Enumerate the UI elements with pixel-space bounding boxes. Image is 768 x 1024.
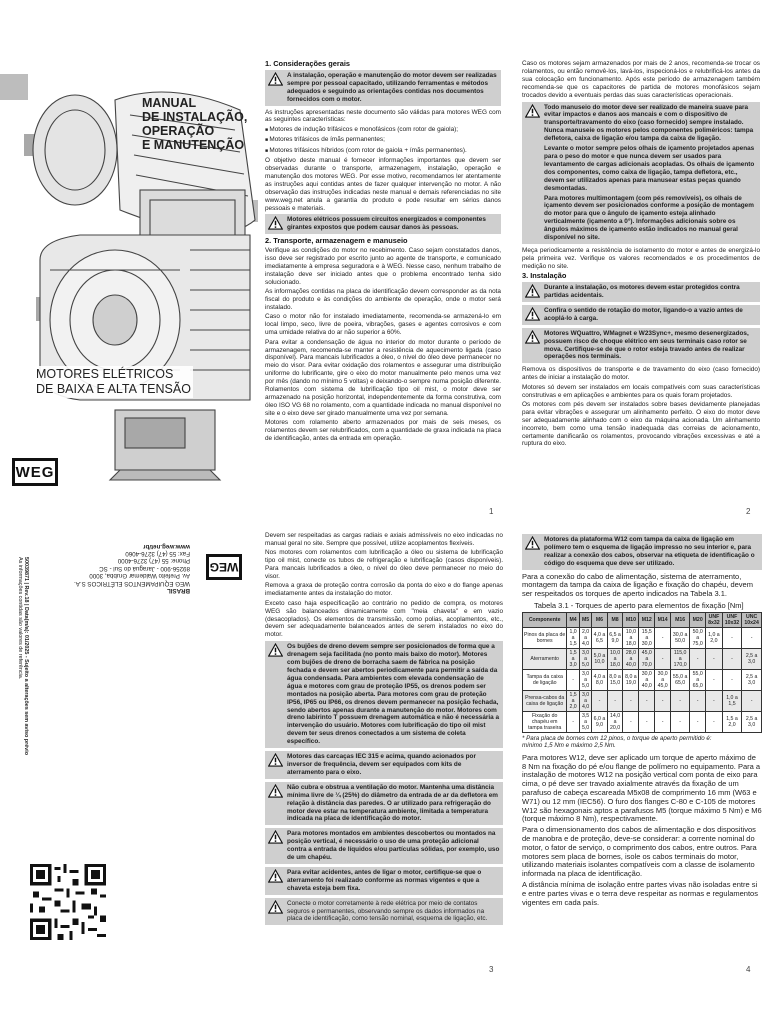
table-cell: 3,0 a 4,0: [579, 691, 591, 712]
paragraph: Verifique as condições do motor no recebimento. Caso sejam constatados danos, isso deve ser registrado por escrito junto ao agente de transporte, e comunicado imediatamente à empresa seguradora e à WEG. Nesse caso, nenhum trabalho de instalação deve ser iniciado antes que o problema encontrado tenha sido solucionado.: [265, 247, 501, 286]
table-row-label: Tampa da caixa de ligação: [523, 670, 567, 691]
table-cell: 1,5 a 2,0: [722, 712, 742, 733]
table-cell: 30,0 a 50,0: [671, 628, 690, 649]
warning-icon: [268, 753, 283, 767]
warning-box: [265, 641, 503, 748]
back-cover-address: [10, 528, 250, 678]
cover-subtitle-line: DE BAIXA E ALTA TENSÃO: [36, 382, 191, 396]
table-header-cell: M4: [567, 613, 579, 628]
warning-box: [522, 328, 760, 364]
country-label: BRASIL: [166, 587, 190, 594]
warning-icon: [525, 536, 540, 550]
table-cell: 15,5 a 30,0: [639, 628, 655, 649]
table-cell: 55,0 a 65,0: [690, 670, 706, 691]
table-cell: 1,0 a 1,5: [722, 691, 742, 712]
warning-text: Para motores multimontagem (com pés removíveis), os olhais de içamento devem ser posicionados conforme a posição de montagem do motor para que o ângulo de içamento esteja alinhado verticalmente (içamento a 0°). Informações adicionais sobre os ângulos máximos de içamento estão indicados no manual geral disponível no site.: [544, 194, 754, 242]
paragraph: Para evitar a condensação de água no interior do motor durante o período de armazenagem, recomenda-se manter a resistência de aquecimento ligada (caso disponível). Para mancais lubrificados a óleo, o nível do óleo deve permanecer no meio do visor. Para evitar oxidação dos rolamentos e assegurar uma distribuição uniforme do lubrificante, gire o eixo do motor manualmente pelo menos uma vez por mês (dando no mínimo 5 voltas) e deixando-o sempre numa posição diferente. Rolamentos com sistema de lubrificação tipo oil mist, o motor deve ser armazenado na posição horizontal, independentemente da forma construtiva, com óleo ISO VG 68 no rolamento, com a quantidade indicada no manual disponível no site e o eixo deve ser girado manualmente uma vez por semana.: [265, 338, 501, 417]
table-header-cell: M6: [592, 613, 607, 628]
page-2: [520, 60, 762, 520]
table-header-cell: M12: [639, 613, 655, 628]
warning-box: [522, 102, 760, 244]
document-code-line: 50039871 | Rev.18 | Data(m/a): 01/2025 - Sujeito a alterações sem aviso prévio: [23, 557, 29, 755]
table-cell: -: [706, 712, 723, 733]
table-row: [523, 628, 762, 649]
cover-page: [0, 60, 258, 515]
table-cell: 30,0 a 45,0: [655, 670, 671, 691]
document-code: [11, 557, 29, 777]
table-cell: -: [592, 691, 607, 712]
warning-icon: [268, 830, 283, 844]
manual-title-line: DE INSTALAÇÃO,: [142, 110, 248, 124]
table-header-cell: UNC 10x24: [742, 613, 762, 628]
table-cell: -: [706, 649, 723, 670]
warning-text: Durante a instalação, os motores devem estar protegidos contra partidas acidentais.: [544, 284, 740, 299]
back-weg-logo: [206, 554, 242, 580]
warning-icon: [525, 330, 540, 344]
warning-text: Motores elétricos possuem circuitos energizados e componentes girantes expostos que podem causar danos às pessoas.: [287, 216, 486, 232]
table-cell: -: [722, 670, 742, 691]
warning-text: Para evitar acidentes, antes de ligar o motor, certifique-se que o aterramento foi realizado conforme as normas vigentes e que a chaveta esteja bem fixa.: [287, 868, 482, 892]
website-link[interactable]: www.weg.net/br: [143, 542, 190, 550]
table-row-label: Pinos da placa de bornes: [523, 628, 567, 649]
table-cell: 30,0 a 40,0: [639, 670, 655, 691]
warning-text: Motores WQuattro, WMagnet e W23Sync+, mesmo desenergizados, possuem risco de choque elétrico em seus terminais caso rotor se mova. Certifique-se de que o rotor esteja travado antes de realizar operações nos terminais.: [544, 329, 749, 361]
table-cell: -: [690, 649, 706, 670]
table-cell: -: [742, 628, 762, 649]
paragraph: Devem ser respeitadas as cargas radiais e axiais admissíveis no eixo indicadas no manual geral no site. Sempre que possível, utilize acoplamentos flexíveis.: [265, 532, 503, 547]
paragraph: Motores só devem ser instalados em locais compatíveis com suas características construtivas e em aplicações e ambientes para os quais foram projetados.: [522, 383, 760, 399]
table-cell: 1,5 a 2,0: [567, 691, 579, 712]
warning-box: [265, 751, 503, 779]
manual-title: [142, 96, 247, 152]
cover-subtitle: [34, 366, 193, 398]
paragraph: Caso o motor não for instalado imediatamente, recomenda-se armazená-lo em local limpo, seco, livre de poeira, vibrações, gases e agentes corrosivos e com uma umidade relativa do ar não superior a 60%.: [265, 313, 501, 337]
paragraph: Exceto caso haja especificação ao contrário no pedido de compra, os motores WEG são balanceados dinamicamente com "meia chaveta" e em vazio (desacoplados). Os elementos de transmissão, como polias, acoplamentos, etc., devem ser adequadamente balanceados antes de serem instalados no eixo do motor.: [265, 599, 503, 639]
warning-box: [265, 70, 501, 106]
table-header-row: [523, 613, 762, 628]
table-cell: -: [623, 691, 639, 712]
table-header-cell: Componente: [523, 613, 567, 628]
warning-text: Motores da plataforma W12 com tampa da caixa de ligação em polímero tem o esquema de ligação impresso no seu interior e, para realizar a conexão dos cabos, observar na etiqueta de identificação o código do esquema que deve ser utilizado.: [544, 536, 755, 567]
table-cell: -: [567, 670, 579, 691]
bullet-item: ■ Motores trifásicos de ímãs permanentes;: [265, 136, 501, 145]
table-cell: -: [623, 712, 639, 733]
table-cell: 3,0 a 5,0: [579, 649, 591, 670]
page-4: [520, 532, 764, 992]
manual-title-line: E MANUTENÇÃO: [142, 138, 245, 152]
table-cell: 55,0 a 65,0: [671, 670, 690, 691]
table-cell: -: [706, 670, 723, 691]
phone-number: Phone: 55 (47) 3276-4000: [117, 557, 190, 565]
table-caption: Tabela 3.1 - Torques de aperto para elementos de fixação [Nm]: [534, 601, 744, 611]
table-note: mínimo 1,5 Nm e máximo 2,5 Nm.: [522, 742, 616, 750]
contact-block: [40, 542, 190, 594]
table-header-cell: M8: [607, 613, 623, 628]
bullet-item: ■ Motores trifásicos híbridos (com rotor de gaiola + ímãs permanentes).: [265, 147, 501, 156]
warning-text: Para motores montados em ambientes descobertos ou montados na posição vertical, é necessário o uso de uma proteção adicional contra a entrada de líquidos e/ou partículas sólidas, por exemplo, uso de um chapéu.: [287, 830, 500, 862]
table-cell: 115,0 a 170,0: [671, 649, 690, 670]
table-cell: -: [722, 628, 742, 649]
table-cell: 4,0 a 8,0: [592, 670, 607, 691]
table-cell: -: [671, 712, 690, 733]
fax-number: Fax: 55 (47) 3276-4060: [125, 549, 190, 557]
table-header-cell: M16: [671, 613, 690, 628]
warning-icon: [268, 643, 283, 657]
table-cell: -: [722, 649, 742, 670]
table-cell: 5,0 a 10,0: [592, 649, 607, 670]
table-cell: -: [742, 691, 762, 712]
table-cell: 8,0 a 19,0: [623, 670, 639, 691]
warning-box: [265, 898, 503, 926]
paragraph: Para a conexão do cabo de alimentação, sistema de aterramento, montagem da tampa da caixa de ligação e fixação do chapéu, devem ser respeitados os torques de aperto indicados na Tabela 3.1.: [522, 571, 753, 599]
table-cell: 10,0 a 18,0: [623, 628, 639, 649]
page-1: [263, 60, 503, 520]
warning-icon: [525, 104, 540, 118]
table-cell: 45,0 a 70,0: [639, 649, 655, 670]
warning-text: Levante o motor sempre pelos olhais de içamento projetados apenas para o peso do motor e que nunca devem ser usados para levantamento de cargas adicionais acopladas. Os olhais de içamento dos componentes, como caixa de ligação, tampa defletora, etc., devem ser utilizados apenas para manusear estas peças quando desmontadas.: [544, 145, 755, 192]
table-cell: -: [706, 691, 723, 712]
paragraph: A distância mínima de isolação entre partes vivas não isoladas entre si e entre partes vivas e o terra deve respeitar as normas e regulamentos vigentes em cada país.: [522, 879, 758, 907]
table-cell: 14,0 a 20,0: [607, 712, 623, 733]
warning-box: [265, 828, 503, 864]
paragraph: As informações contidas na placa de identificação devem corresponder as da nota fiscal do produto e às condições do ambiente de operação, onde o motor será instalado.: [265, 288, 501, 311]
warning-box: [265, 782, 503, 826]
paragraph: Remova os dispositivos de transporte e de travamento do eixo (caso fornecido) antes de iniciar a instalação do motor.: [522, 366, 760, 382]
page-number: 3: [489, 965, 494, 974]
warning-icon: [268, 784, 283, 798]
warning-icon: [268, 216, 283, 230]
company-name: WEG EQUIPAMENTOS ELÉTRICOS S.A.: [74, 579, 190, 587]
table-header-cell: M20: [690, 613, 706, 628]
weg-logo: [12, 458, 58, 486]
paragraph: Para motores W12, deve ser aplicado um torque de aperto máximo de 8 Nm na fixação do pé e/ou flange de polímero no equipamento. Para a instalação de motores W12 na posição vertical com ponta de eixo para cima, o pé deve ser travado axialmente através da fixação de um parafuso de cabeça escareada M5x08 de comprimento 16 mm (W63 e W71) ou 12 mm (IEC56). O furo dos flanges C-80 e C-105 de motores W12 são hexagonais aptos a parafusos M5 (torque máximo 5 Nm) e M6 (torque máximo 8 Nm), respectivamente.: [522, 752, 762, 824]
warning-text: A instalação, operação e manutenção do motor devem ser realizadas sempre por pessoal capacitado, utilizando ferramentas e métodos adequados e seguindo as orientações contidas nos documentos fornecidos com o motor.: [287, 71, 497, 103]
table-header-cell: M10: [623, 613, 639, 628]
table-cell: -: [655, 649, 671, 670]
warning-text: Todo manuseio do motor deve ser realizado de maneira suave para evitar impactos e danos aos mancais e com o dispositivo de transporte/travamento do eixo (caso fornecido) sempre instalado. Nunca manuseie os motores pelos componentes poliméricos: tampa defletora, caixa de ligação e/ou tampa da caixa de ligação.: [544, 103, 754, 143]
address-line: Av. Prefeito Waldemar Grubba, 3000: [89, 572, 190, 580]
torque-table: [522, 612, 762, 733]
warning-box: [265, 214, 501, 234]
table-cell: -: [690, 691, 706, 712]
table-cell: -: [671, 691, 690, 712]
table-cell: 28,0 a 40,0: [623, 649, 639, 670]
table-cell: 3,5 a 5,0: [579, 712, 591, 733]
table-cell: -: [607, 691, 623, 712]
table-row: [523, 649, 762, 670]
paragraph: Meça periodicamente a resistência de isolamento do motor e antes de energizá-lo pela primeira vez. Verifique os valores recomendados e os procedimentos de medição no site.: [522, 246, 760, 270]
table-row: [523, 670, 762, 691]
table-cell: 2,5 a 3,0: [742, 649, 762, 670]
table-header-cell: M5: [579, 613, 591, 628]
table-row-label: Aterramento: [523, 649, 567, 670]
torque-table-body: [523, 628, 762, 733]
table-cell: 1,5 a 3,0: [567, 649, 579, 670]
table-cell: 50,0 a 75,0: [690, 628, 706, 649]
page-number: 2: [746, 507, 751, 516]
section-title: 2. Transporte, armazenagem e manuseio: [265, 236, 408, 246]
manual-title-line: MANUAL: [142, 96, 197, 110]
warning-icon: [268, 869, 283, 883]
table-cell: -: [655, 691, 671, 712]
warning-text: Conecte o motor corretamente à rede elétrica por meio de contatos seguros e permanentes, observando sempre os dados informados na placa de identificação, como tensão nominal, esquema de ligação, etc.: [287, 899, 488, 923]
warning-box: [522, 305, 760, 325]
page-number: 1: [489, 507, 494, 516]
table-cell: -: [655, 712, 671, 733]
manual-title-line: OPERAÇÃO: [142, 124, 215, 138]
table-header-cell: M14: [655, 613, 671, 628]
warning-text: Confira o sentido de rotação do motor, ligando-o a vazio antes de acoplá-lo à carga.: [544, 306, 743, 322]
paragraph: Caso os motores sejam armazenados por mais de 2 anos, recomenda-se trocar os rolamentos, ou então removê-los, lavá-los, inspecioná-los e relubrificá-los antes da sua colocação em funcionamento. Após este período de armazenagem também recomenda-se que os capacitores de partida de motores monofásicos sejam trocados devido a eventuais perdas das suas características operacionais.: [522, 60, 760, 99]
table-cell: 1,0 a 1,5: [567, 628, 579, 649]
paragraph: Nos motores com rolamentos com lubrificação a óleo ou sistema de lubrificação tipo oil mist, conecte os tubos de refrigeração e lubrificação (casos disponíveis). Para mancais lubrificados a óleo, o nível do óleo deve permanecer no meio do visor.: [265, 549, 503, 581]
table-cell: -: [655, 628, 671, 649]
table-header-cell: UNF 8x32: [706, 613, 723, 628]
table-cell: -: [690, 712, 706, 733]
weg-logo-text: WEG: [209, 560, 239, 574]
weg-logo-text: WEG: [15, 463, 55, 481]
table-row: [523, 691, 762, 712]
address-line: 89256-900 - Jaraguá do Sul - SC: [99, 564, 190, 572]
warning-box: [265, 867, 503, 895]
paragraph: Motores com rolamento aberto armazenados por mais de seis meses, os rolamentos devem ser relubrificados, com a quantidade de graxa indicada na placa de identificação, antes da entrada em operação.: [265, 419, 501, 442]
table-cell: 1,0 a 2,0: [706, 628, 723, 649]
cover-subtitle-line: MOTORES ELÉTRICOS: [36, 367, 174, 381]
page-number: 4: [746, 965, 751, 974]
warning-text: Os bujões de dreno devem sempre ser posicionados de forma que a drenagem seja facilitada (no ponto mais baixo do motor). Motores com bujões de dreno de borracha saem de fábrica na posição fechada e devem ser abertos periodicamente para permitir a saída da água condensada. Para ambientes com elevada condensação de água e motores com grau de proteção IP55, os drenos podem ser montados na posição aberta. Para motores com grau de proteção IP56, IP65 ou IP66, os drenos devem permanecer na posição fechada, sendo abertos apenas durante a manutenção do motor. Motores com dreno labirinto T possuem drenagem automática e não é necessária a intervenção do usuário. Motores com lubrificação do tipo oil mist devem ter seus drenos conectados a um sistema de coleta específico.: [287, 643, 500, 746]
warning-box: [522, 534, 762, 570]
table-header-cell: UNF 10x32: [722, 613, 742, 628]
paragraph: Os motores com pés devem ser instalados sobre bases devidamente planejadas para evitar vibrações e assegurar um alinhamento perfeito. O eixo do motor deve ser adequadamente alinhado com o eixo da máquina acionada. Um alinhamento incorreto, bem como uma tensão inadequada das correias de acionamento, certamente danificarão os rolamentos, provocando vibrações excessivas e até a ruptura do eixo.: [522, 400, 760, 448]
table-cell: 4,0 a 6,5: [592, 628, 607, 649]
warning-text: Motores das carcaças IEC 315 e acima, quando acionados por inversor de frequência, devem ser equipados com kits de aterramento para o eixo.: [287, 753, 476, 776]
paragraph: O objetivo deste manual é fornecer informações importantes que devem ser observadas durante o transporte, armazenagem, instalação, operação e manutenção dos motores WEG. Por esse motivo, recomendamos ler atentamente as instruções aqui contidas antes de fazer qualquer intervenção no motor. A não observação das instruções indicadas neste manual e demais referenciadas no site www.weg.net anula a garantia do produto e pode resultar em sérios danos pessoais e materiais.: [265, 157, 501, 212]
paragraph: As instruções apresentadas neste documento são válidas para motores WEG com as seguintes características:: [265, 108, 501, 124]
table-cell: 2,5 a 3,0: [742, 670, 762, 691]
table-cell: 3,0 a 5,0: [579, 670, 591, 691]
table-cell: 2,0 a 4,0: [579, 628, 591, 649]
table-row-label: Fixação do chapéu em tampa traseira: [523, 712, 567, 733]
table-cell: 6,0 a 9,0: [592, 712, 607, 733]
table-cell: -: [639, 712, 655, 733]
section-title: 1. Considerações gerais: [265, 60, 351, 68]
table-row: [523, 712, 762, 733]
paragraph: Remova a graxa de proteção contra corrosão da ponta do eixo e do flange apenas imediatamente antes da instalação do motor.: [265, 582, 503, 598]
warning-icon: [268, 72, 283, 86]
table-cell: 10,0 a 18,0: [607, 649, 623, 670]
warning-icon: [525, 307, 540, 321]
table-cell: 6,5 a 9,0: [607, 628, 623, 649]
page-3: [263, 532, 505, 992]
table-row-label: Prensa-cabos da caixa de ligação: [523, 691, 567, 712]
warning-box: [522, 282, 760, 302]
warning-text: Não cubra e obstrua a ventilação do motor. Mantenha uma distância mínima livre de ¼ (25%) do diâmetro da entrada de ar da defletora em relação à distância das paredes. O ar utilizado para refrigeração do motor deve estar na temperatura ambiente, limitada a temperatura indicada na placa de identificação do motor.: [287, 783, 498, 823]
document-note-line: As informações contidas são valores de referência.: [16, 557, 23, 680]
table-note: * Para placa de bornes com 12 pinos, o torque de aperto permitido é:: [522, 735, 712, 743]
section-title: 3. Instalação: [522, 271, 567, 281]
paragraph: Para o dimensionamento dos cabos de alimentação e dos dispositivos de manobra e de proteção, deve-se considerar: a corrente nominal do motor, o fator de serviço, o comprimento dos cabos, entre outros. Para motores sem placa de bornes, isole os cabos terminais do motor, utilizando materiais isolantes compatíveis com a classe de isolamento informada na placa de identificação.: [522, 825, 757, 879]
table-cell: -: [639, 691, 655, 712]
table-cell: 8,0 a 15,0: [607, 670, 623, 691]
table-cell: -: [567, 712, 579, 733]
warning-text-group: [544, 104, 757, 242]
bullet-item: ■ Motores de indução trifásicos e monofásicos (com rotor de gaiola);: [265, 126, 501, 135]
table-cell: 2,5 a 3,0: [742, 712, 762, 733]
back-cover: [0, 528, 258, 990]
warning-icon: [268, 900, 283, 914]
qr-code[interactable]: [30, 864, 106, 940]
warning-icon: [525, 284, 540, 298]
